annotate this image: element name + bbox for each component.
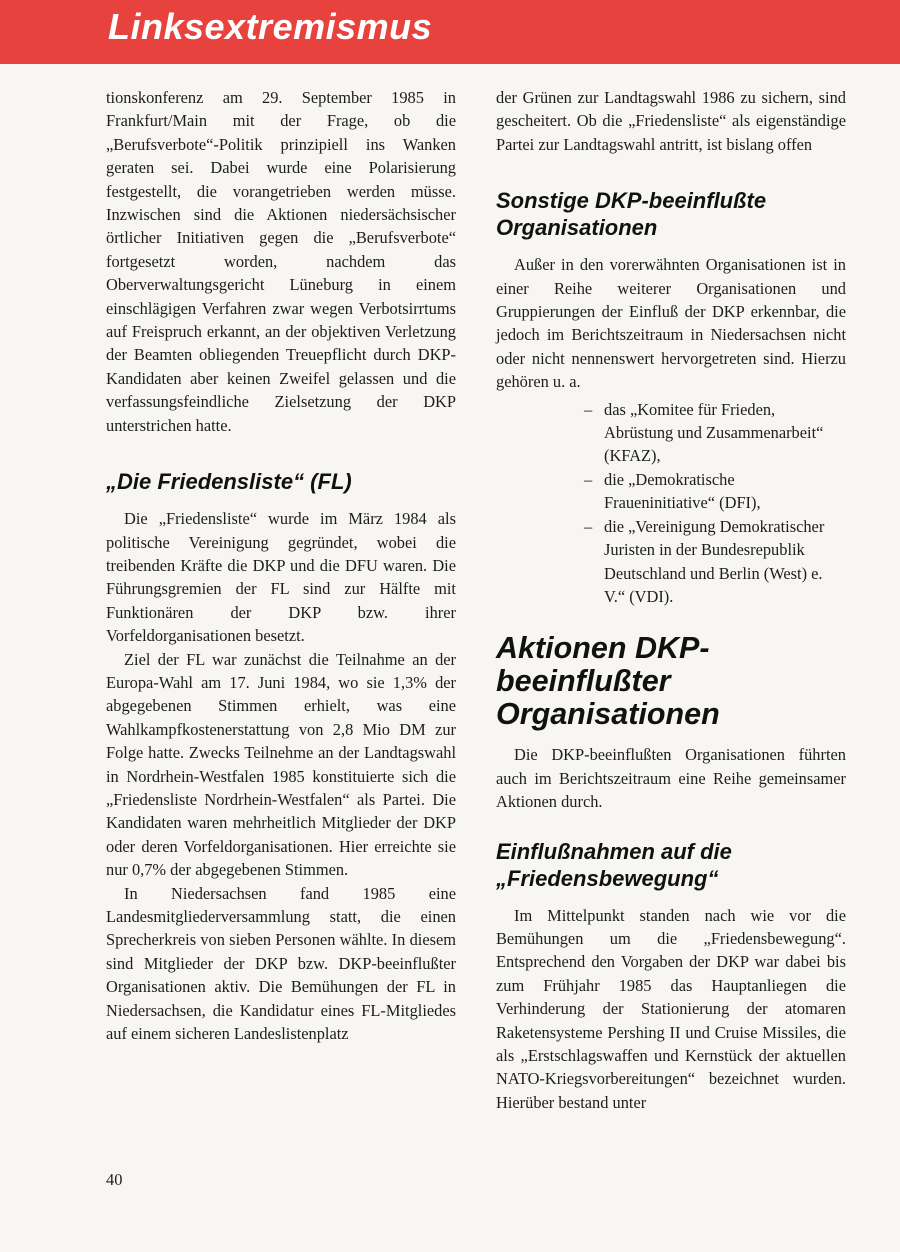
paragraph-aktionen: Die DKP-beeinflußten Organisationen führten auch im Berichtszeitraum eine Reihe gemeinsamer Aktionen durch.: [496, 745, 846, 812]
list-item: – die „Vereinigung Demokratischer Juristen in der Bundesrepublik Deutschland und Berlin (West) e. V.“ (VDI).: [584, 516, 825, 606]
right-column: [496, 86, 846, 1114]
page-number: 40: [106, 1170, 123, 1189]
paragraph-gruene: der Grünen zur Landtagswahl 1986 zu sichern, sind gescheitert. Ob die „Friedensliste“ als eigenständige Partei zur Landtagswahl antritt, ist bislang offen: [496, 88, 846, 154]
header-bar: [0, 0, 900, 64]
paragraph-konferenz: tionskonferenz am 29. September 1985 in Frankfurt/Main mit der Frage, ob die „Berufsverbote“-Politik prinzipiell ins Wanken geraten sei. Dabei wurde eine Polarisierung festgestellt, die vorangetrieben werden müsse. Inzwischen sind die Aktionen niedersächsischer örtlicher Initiativen gegen die „Berufsverbote“ fortgesetzt worden, nachdem das Oberverwaltungsgericht Lüneburg in einem einschlägigen Verfahren zwar wegen Verbotsirrtums auf Freispruch erkannt, an der objektiven Verletzung der Beamten obliegenden Treuepflicht durch DKP-Kandidaten aber keinen Zweifel gelassen und die verfassungsfeindliche Zielsetzung der DKP unterstrichen hatte.: [106, 88, 456, 435]
heading-sonstige-organisationen: Sonstige DKP-beeinflußte Organisationen: [496, 188, 767, 241]
paragraph-mittelpunkt: Im Mittelpunkt standen nach wie vor die Bemühungen um die „Friedensbewegung“. Entsprechend den Vorgaben der DKP war dabei bis zum Frühjahr 1985 das Hauptanliegen die Verhinderung der Stationierung der atomaren Raketensysteme Pershing II und Cruise Missiles, die als „Erstschlagswaffen und Kernstück der aktuellen NATO-Kriegsvorbereitungen“ bezeichnet wurden. Hierüber bestand unter: [496, 905, 846, 1112]
left-column: [106, 86, 456, 1045]
heading-einflussnahmen: Einflußnahmen auf die „Friedensbewegung“: [496, 838, 732, 891]
list-item: – die „Demokratische Fraueninitiative“ (DFI),: [584, 469, 761, 513]
paragraph-fl-wahl: Ziel der FL war zunächst die Teilnahme an der Europa-Wahl am 17. Juni 1984, wo sie 1,3% der abgegebenen Stimmen erhielt, was eine Wahlkampfkostenerstattung von 2,8 Mio DM zur Folge hatte. Zwecks Teilnehme an der Landtagswahl in Nordrhein-Westfalen 1985 konstituierte sich die „Friedensliste Nordrhein-Westfalen“ als Partei. Die Kandidaten waren mehrheitlich Mitglieder der DKP oder deren Vorfeldorganisationen. Hier erreichte sie nur 0,7% der abgegebenen Stimmen.: [106, 649, 456, 880]
organisations-list: [496, 398, 846, 609]
paragraph-fl-gruendung: Die „Friedensliste“ wurde im März 1984 als politische Vereinigung gegründet, wobei die treibenden Kräfte die DKP und die DFU waren. Die Führungsgremien der FL sind zur Hälfte mit Funktionären der DKP bzw. ihrer Vorfeldorganisationen besetzt.: [106, 509, 456, 646]
heading-aktionen: Aktionen DKP-beeinflußter Organisationen: [496, 631, 720, 732]
paragraph-ausser: Außer in den vorerwähnten Organisationen ist in einer Reihe weiterer Organisationen und Gruppierungen der Einfluß der DKP erkennbar, die jedoch im Berichtszeitraum in Niedersachsen nicht oder nicht nennenswert hervorgetreten sind. Hierzu gehören u. a.: [496, 255, 846, 392]
paragraph-fl-niedersachsen: In Niedersachsen fand 1985 eine Landesmitgliederversammlung statt, die einen Sprecherkreis von sieben Personen wählte. In diesem sind Mitglieder der DKP bzw. DKP-beeinflußter Organisationen aktiv. Die Bemühungen der FL in Niedersachsen, die Kandidatur eines FL-Mitgliedes auf einem sicheren Landeslistenplatz: [106, 883, 456, 1044]
header-title: Linksextremismus: [108, 6, 433, 47]
list-item: – das „Komitee für Frieden, Abrüstung und Zusammenarbeit“ (KFAZ),: [584, 399, 824, 466]
heading-friedensliste: „Die Friedensliste“ (FL): [106, 469, 352, 495]
